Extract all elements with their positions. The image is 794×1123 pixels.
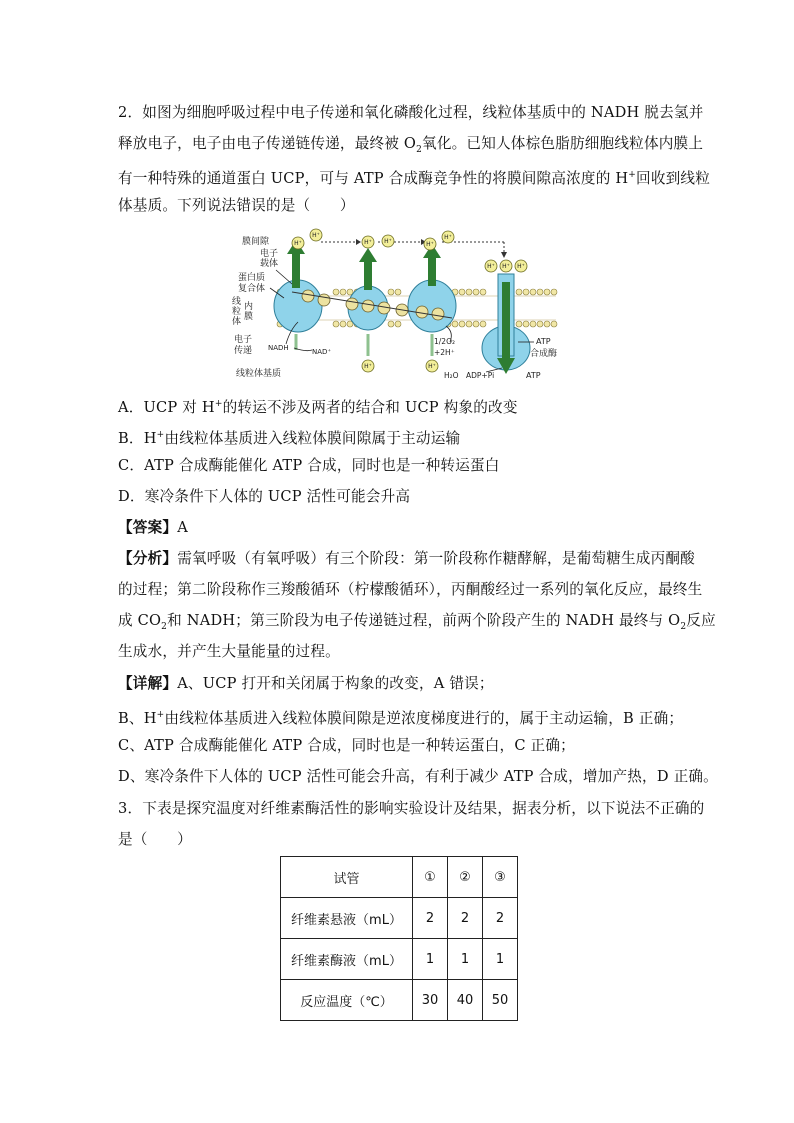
- label-atp-synthase-1: ATP: [536, 337, 551, 346]
- answer-line: 【答案】A: [118, 519, 188, 536]
- q2-line-3: 有一种特殊的通道蛋白 UCP，可与 ATP 合成酶竞争性的将膜间隙高浓度的 H+回收到线粒: [118, 169, 711, 187]
- analysis-line-2: 的过程；第二阶段称作三羧酸循环（柠檬酸循环），丙酮酸经过一系列的氧化反应，最终生: [118, 581, 703, 598]
- label-intermembrane: 膜间隙: [242, 237, 270, 247]
- detail-line-1: 【详解】A、UCP 打开和关闭属于构象的改变，A 错误；: [118, 675, 494, 692]
- table-cell: 反应温度（℃）: [281, 980, 413, 1021]
- label-protein-1: 蛋白质: [238, 273, 266, 283]
- dotted-arrows: [321, 242, 504, 254]
- h-ion-label: H⁺: [294, 240, 302, 247]
- label-adp: ADP+Pi: [466, 371, 495, 380]
- label-carrier-2: 载体: [260, 259, 279, 269]
- label-half-o2: 1/2O₂: [434, 337, 455, 346]
- option-d: D．寒冷条件下人体的 UCP 活性可能会升高: [118, 488, 411, 505]
- table-cell: 2: [413, 898, 448, 939]
- table-row: [281, 939, 518, 980]
- h-ion-label: H⁺: [384, 238, 392, 245]
- analysis-line-3: 成 $CO_2$和 NADH；第三阶段为电子传递链过程，前两个阶段产生的 NADH 最终与 $O_2$反应: [118, 612, 716, 632]
- table-header-cell: 试管: [281, 857, 413, 898]
- label-h2o: H₂O: [444, 371, 459, 380]
- q2-line-1: 2．如图为细胞呼吸过程中电子传递和氧化磷酸化过程，线粒体基质中的 NADH 脱去氢并: [118, 104, 704, 121]
- detail-line-2: B、H+由线粒体基质进入线粒体膜间隙是逆浓度梯度进行的，属于主动运输，B 正确；: [118, 709, 684, 727]
- h-ion-label: H⁺: [364, 363, 372, 370]
- label-nadh: NADH: [268, 344, 289, 352]
- analysis-line-1: 【分析】需氧呼吸（有氧呼吸）有三个阶段：第一阶段称作糖酵解，是葡萄糖生成丙酮酸: [118, 550, 695, 567]
- table-row: [281, 980, 518, 1021]
- label-inner-2: 粒: [232, 307, 242, 317]
- label-transfer-2: 传递: [234, 346, 253, 356]
- label-transfer-1: 电子: [234, 335, 253, 345]
- h-ion-label: H⁺: [517, 263, 525, 270]
- table-header-row: [281, 857, 518, 898]
- h-ion-label: H⁺: [426, 241, 434, 248]
- label-inner-4: 内: [244, 302, 254, 312]
- table-cell: 50: [483, 980, 518, 1021]
- table-cell: 2: [483, 898, 518, 939]
- h-ion-label: H⁺: [487, 263, 495, 270]
- table-row: [281, 898, 518, 939]
- label-matrix: 线粒体基质: [236, 369, 282, 379]
- label-inner-3: 体: [232, 317, 242, 327]
- table-cell: 40: [448, 980, 483, 1021]
- label-inner-1: 线: [232, 297, 242, 307]
- experiment-table: [280, 856, 518, 1021]
- detail-line-3: C、ATP 合成酶能催化 ATP 合成，同时也是一种转运蛋白，C 正确；: [118, 737, 575, 754]
- h-ion-label: H⁺: [444, 234, 452, 241]
- label-atp-synthase-2: 合成酶: [530, 349, 558, 359]
- option-b: B．H+由线粒体基质进入线粒体膜间隙属于主动运输: [118, 429, 461, 447]
- table-header-cell: ①: [413, 857, 448, 898]
- label-atp-product: ATP: [526, 371, 541, 380]
- q3-line-2: 是（ ）: [118, 831, 192, 848]
- table-cell: 1: [413, 939, 448, 980]
- table-cell: 1: [483, 939, 518, 980]
- detail-line-4: D、寒冷条件下人体的 UCP 活性可能会升高，有利于减少 ATP 合成，增加产热，D 正确。: [118, 768, 718, 785]
- table-cell: 纤维素酶液（mL）: [281, 939, 413, 980]
- q2-line-4: 体基质。下列说法错误的是（ ）: [118, 197, 355, 214]
- q3-line-1: 3．下表是探究温度对纤维素酶活性的影响实验设计及结果，据表分析，以下说法不正确的: [118, 800, 705, 817]
- h-ion-label: H⁺: [502, 263, 510, 270]
- label-protein-2: 复合体: [238, 284, 266, 294]
- analysis-line-4: 生成水，并产生大量能量的过程。: [118, 643, 340, 660]
- h-ion-label: H⁺: [364, 239, 372, 246]
- table-cell: 1: [448, 939, 483, 980]
- option-c: C．ATP 合成酶能催化 ATP 合成，同时也是一种转运蛋白: [118, 457, 500, 474]
- table-cell: 30: [413, 980, 448, 1021]
- h-ion-label: H⁺: [312, 232, 320, 239]
- option-a: A．UCP 对 H+的转运不涉及两者的结合和 UCP 构象的改变: [118, 398, 518, 416]
- label-two-h: +2H⁺: [434, 348, 455, 357]
- table-cell: 2: [448, 898, 483, 939]
- table-cell: 纤维素悬液（mL）: [281, 898, 413, 939]
- q2-line-2: 释放电子，电子由电子传递链传递，最终被 $O_2$氧化。已知人体棕色脂肪细胞线粒体内膜上: [118, 135, 704, 155]
- label-carrier-1: 电子: [260, 249, 279, 259]
- electron-transport-diagram: [226, 222, 586, 384]
- table-header-cell: ③: [483, 857, 518, 898]
- label-inner-5: 膜: [244, 312, 254, 322]
- table-header-cell: ②: [448, 857, 483, 898]
- label-nad: NAD⁺: [312, 348, 332, 356]
- h-ion-label: H⁺: [428, 363, 436, 370]
